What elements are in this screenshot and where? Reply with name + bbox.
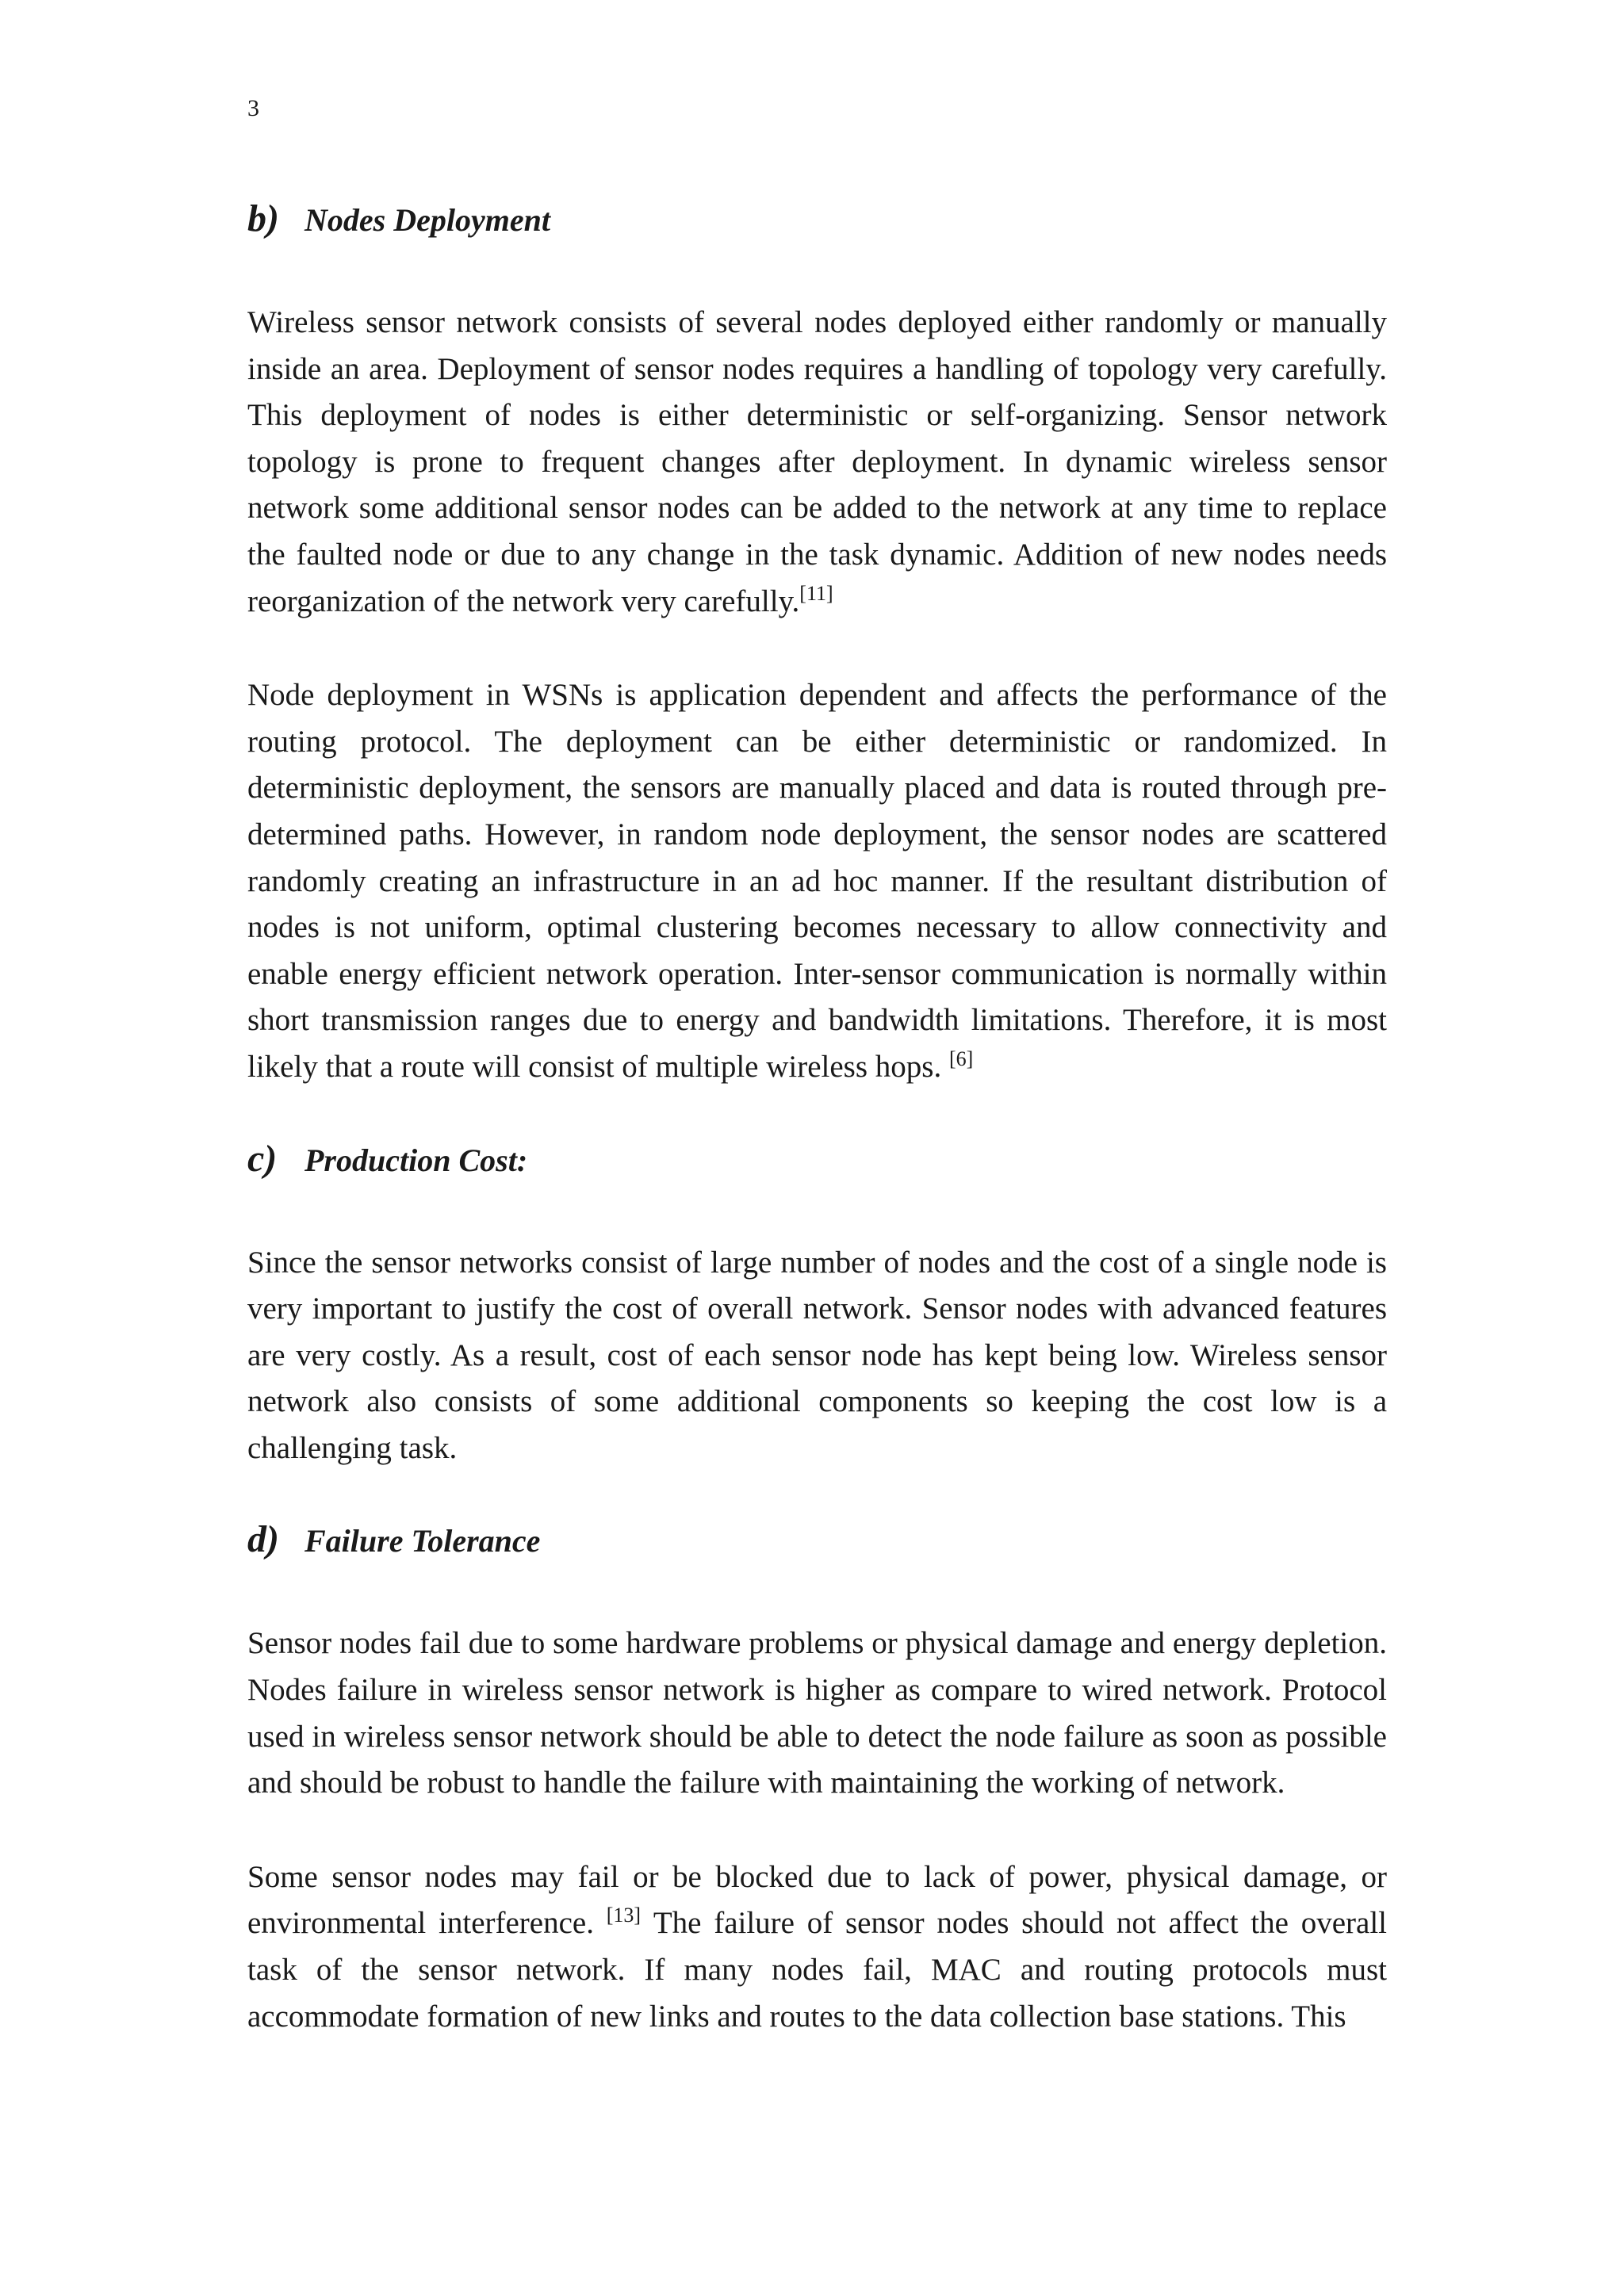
paragraph (247, 300, 1387, 625)
citation-ref: [6] (948, 1047, 974, 1070)
section-heading-failure-tolerance (247, 1518, 1387, 1561)
paragraph-text: Wireless sensor network consists of several nodes deployed either randomly or manually inside an area. Deployment of sensor nodes requires a handling of topology very carefully. This deployment of nodes is either deterministic or self-organizing. Sensor network topology is prone to frequent changes after deployment. In dynamic wireless sensor network some additional sensor nodes can be added to the network at any time to replace the faulted node or due to any change in the task dynamic. Addition of new nodes needs reorganization of the network very carefully. (247, 305, 1387, 618)
paragraph-text: The failure of sensor nodes should not affect the overall task of the sensor network. If many nodes fail, MAC and routing protocols must accommodate formation of new links and routes to the data collection base stations. This (247, 1906, 1387, 2034)
section-title: Production Cost: (304, 1142, 528, 1178)
section-heading-nodes-deployment (247, 197, 1387, 239)
paragraph (247, 1621, 1387, 1806)
paragraph (247, 1854, 1387, 2040)
paragraph-text: Since the sensor networks consist of large number of nodes and the cost of a single node is very important to justify the cost of overall network. Sensor nodes with advanced features are very costly. As a result, cost of each sensor node has kept being low. Wireless sensor network also consists of some additional components so keeping the cost low is a challenging task. (247, 1245, 1387, 1465)
citation-ref: [11] (799, 581, 833, 605)
paragraph-text: Node deployment in WSNs is application dependent and affects the performance of the routing protocol. The deployment can be either deterministic or randomized. In deterministic deployment, the sensors are manually placed and data is routed through pre-determined paths. However, in random node deployment, the sensor nodes are scattered randomly creating an infrastructure in an ad hoc manner. If the resultant distribution of nodes is not uniform, optimal clustering becomes necessary to allow connectivity and enable energy efficient network operation. Inter-sensor communication is normally within short transmission ranges due to energy and bandwidth limitations. Therefore, it is most likely that a route will consist of multiple wireless hops. (247, 678, 1387, 1084)
citation-ref: [13] (606, 1904, 642, 1927)
paragraph-text: Sensor nodes fail due to some hardware problems or physical damage and energy depletion. Nodes failure in wireless sensor network is higher as compare to wired network. Protocol used in wireless sensor network should be able to detect the node failure as soon as possible and should be robust to handle the failure with maintaining the working of network. (247, 1626, 1387, 1800)
section-heading-production-cost (247, 1137, 1387, 1180)
paragraph (247, 1240, 1387, 1472)
section-letter: d) (247, 1518, 279, 1561)
paragraph-text: Some sensor nodes may fail or be blocked due to lack of power, physical damage, or environmental interference. (247, 1859, 1387, 1941)
section-letter: b) (247, 197, 279, 239)
page-number: 3 (247, 95, 259, 121)
section-title: Nodes Deployment (304, 202, 550, 238)
section-letter: c) (247, 1137, 278, 1180)
paragraph (247, 672, 1387, 1090)
section-title: Failure Tolerance (304, 1523, 541, 1559)
page-content (247, 197, 1387, 2040)
